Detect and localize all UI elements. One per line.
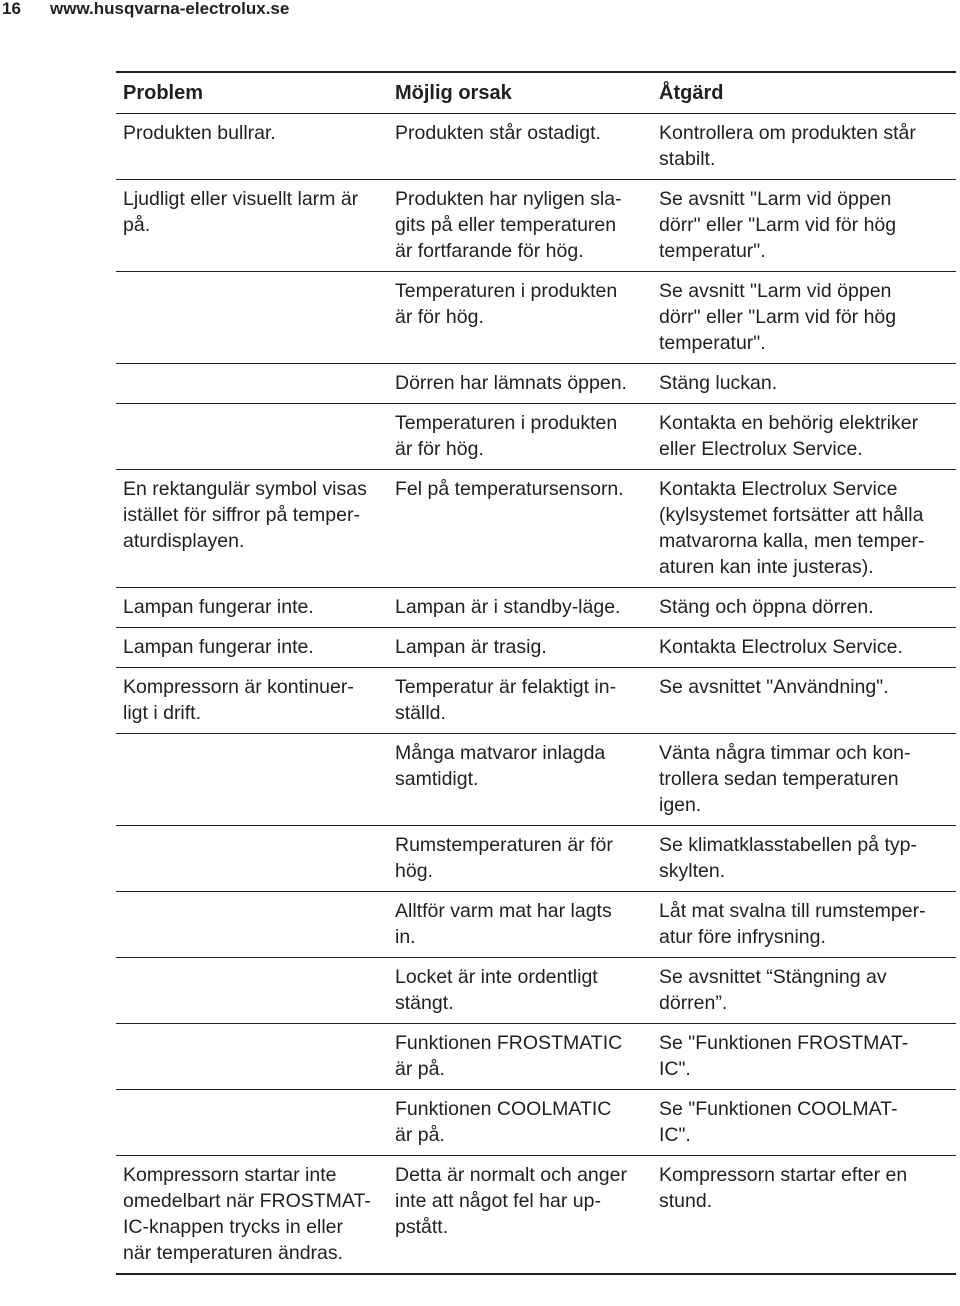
cell-problem: Ljudligt eller visuellt larm är på. bbox=[123, 188, 359, 236]
cell-action: Kontakta Electrolux Service. bbox=[659, 636, 903, 658]
cell-cause: Detta är normalt och anger inte att något fel har up- pstått. bbox=[395, 1164, 627, 1238]
cell-action: Låt mat svalna till rumstemper- atur före infrysning. bbox=[659, 900, 926, 948]
cell-problem bbox=[116, 410, 395, 462]
cell-cause: Fel på temperatursensorn. bbox=[395, 478, 624, 500]
cell-cause: Dörren har lämnats öppen. bbox=[395, 372, 627, 394]
cell-problem bbox=[116, 1030, 395, 1082]
cell-cause: Lampan är i standby-läge. bbox=[395, 596, 621, 618]
cell-problem bbox=[116, 278, 395, 356]
cell-problem: Lampan fungerar inte. bbox=[123, 596, 314, 618]
website-link[interactable]: www.husqvarna-electrolux.se bbox=[50, 0, 290, 18]
table-row bbox=[116, 1090, 956, 1156]
cell-problem bbox=[116, 832, 395, 884]
table-row bbox=[116, 668, 956, 734]
cell-action: Se "Funktionen FROSTMAT- IC". bbox=[659, 1032, 909, 1080]
table-row bbox=[116, 628, 956, 668]
cell-cause: Locket är inte ordentligt stängt. bbox=[395, 966, 598, 1014]
cell-cause: Funktionen FROSTMATIC är på. bbox=[395, 1032, 623, 1080]
cell-action: Kompressorn startar efter en stund. bbox=[659, 1164, 908, 1212]
cell-action: Se avsnittet "Användning". bbox=[659, 676, 889, 698]
cell-cause: Alltför varm mat har lagts in. bbox=[395, 900, 612, 948]
cell-cause: Många matvaror inlagda samtidigt. bbox=[395, 742, 606, 790]
cell-action: Vänta några timmar och kon- trollera sedan temperaturen igen. bbox=[659, 742, 911, 816]
cell-problem: En rektangulär symbol visas istället för siffror på temper- aturdisplayen. bbox=[123, 478, 367, 552]
cell-problem: Kompressorn startar inte omedelbart när FROSTMAT- IC-knappen trycks in eller när temperaturen ändras. bbox=[123, 1164, 371, 1264]
cell-cause: Produkten har nyligen sla- gits på eller temperaturen är fortfarande för hög. bbox=[395, 188, 622, 262]
cell-action: Se "Funktionen COOLMAT- IC". bbox=[659, 1098, 898, 1146]
cell-action: Se avsnittet “Stängning av dörren”. bbox=[659, 966, 887, 1014]
column-header-cause: Möjlig orsak bbox=[395, 82, 512, 104]
table-row bbox=[116, 180, 956, 272]
table-row bbox=[116, 364, 956, 404]
table-row bbox=[116, 958, 956, 1024]
cell-cause: Rumstemperaturen är för hög. bbox=[395, 834, 613, 882]
cell-action: Kontakta Electrolux Service (kylsystemet fortsätter att hålla matvarorna kalla, men temper- aturen kan inte justeras). bbox=[659, 478, 925, 578]
troubleshooting-table bbox=[116, 71, 956, 1275]
table-row bbox=[116, 470, 956, 588]
table-header-row bbox=[116, 73, 956, 114]
cell-cause: Produkten står ostadigt. bbox=[395, 122, 601, 144]
cell-action: Se avsnitt "Larm vid öppen dörr" eller "Larm vid för hög temperatur". bbox=[659, 188, 897, 262]
cell-problem bbox=[116, 898, 395, 950]
column-header-action: Åtgärd bbox=[659, 82, 724, 104]
table-row bbox=[116, 892, 956, 958]
cell-problem: Lampan fungerar inte. bbox=[123, 636, 314, 658]
table-row bbox=[116, 272, 956, 364]
table-row bbox=[116, 1024, 956, 1090]
cell-action: Kontakta en behörig elektriker eller Electrolux Service. bbox=[659, 412, 919, 460]
cell-problem bbox=[116, 1096, 395, 1148]
table-row bbox=[116, 734, 956, 826]
table-row bbox=[116, 826, 956, 892]
cell-cause: Temperatur är felaktigt in- ställd. bbox=[395, 676, 617, 724]
cell-cause: Temperaturen i produkten är för hög. bbox=[395, 412, 618, 460]
cell-action: Stäng luckan. bbox=[659, 372, 778, 394]
table-row bbox=[116, 114, 956, 180]
cell-problem: Produkten bullrar. bbox=[123, 122, 276, 144]
cell-action: Kontrollera om produkten står stabilt. bbox=[659, 122, 916, 170]
column-header-problem: Problem bbox=[123, 82, 204, 104]
cell-cause: Funktionen COOLMATIC är på. bbox=[395, 1098, 612, 1146]
cell-problem: Kompressorn är kontinuer- ligt i drift. bbox=[123, 676, 354, 724]
cell-cause: Lampan är trasig. bbox=[395, 636, 547, 658]
cell-action: Se klimatklasstabellen på typ- skylten. bbox=[659, 834, 917, 882]
cell-problem bbox=[116, 370, 395, 396]
page-number: 16 bbox=[2, 0, 21, 18]
table-row bbox=[116, 1156, 956, 1275]
cell-problem bbox=[116, 964, 395, 1016]
cell-action: Se avsnitt "Larm vid öppen dörr" eller "Larm vid för hög temperatur". bbox=[659, 280, 897, 354]
cell-cause: Temperaturen i produkten är för hög. bbox=[395, 280, 618, 328]
table-row bbox=[116, 404, 956, 470]
cell-action: Stäng och öppna dörren. bbox=[659, 596, 874, 618]
cell-problem bbox=[116, 740, 395, 818]
table-body bbox=[116, 114, 956, 1275]
table-row bbox=[116, 588, 956, 628]
